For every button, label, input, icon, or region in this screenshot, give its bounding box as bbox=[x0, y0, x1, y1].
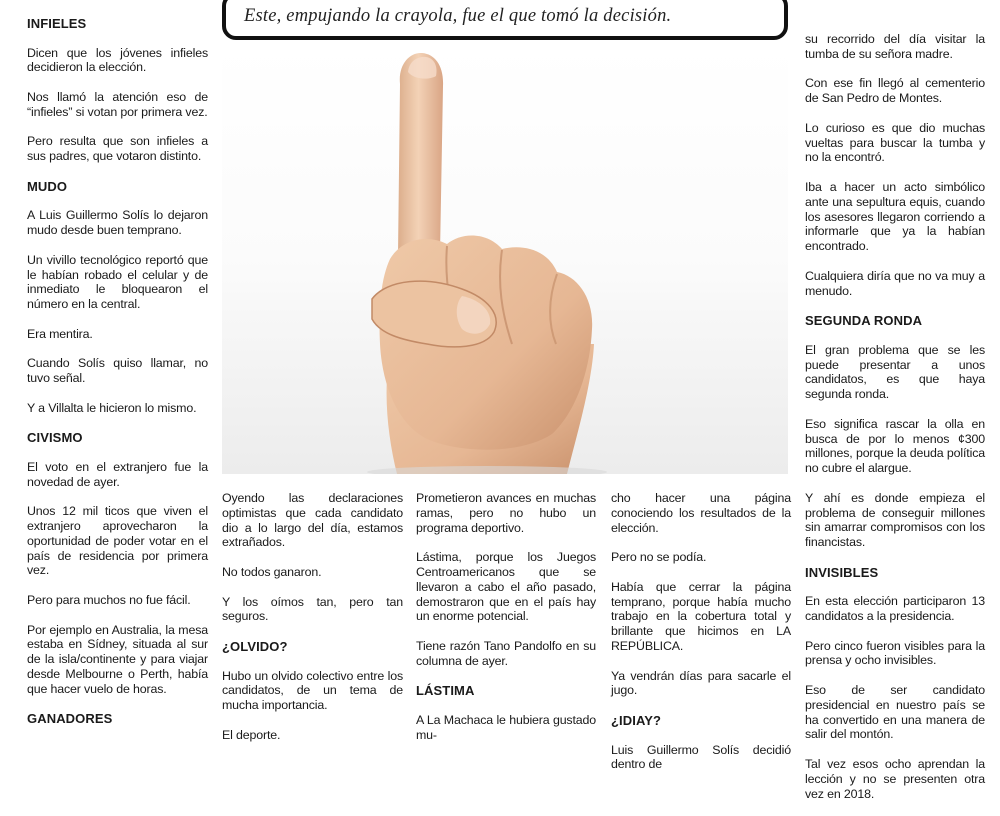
heading-segunda-ronda: SEGUNDA RONDA bbox=[805, 313, 923, 329]
paragraph: No todos ganaron. bbox=[222, 564, 322, 579]
paragraph: Prometieron avances en muchas ramas, pero no hubo un programa deportivo. bbox=[416, 491, 596, 535]
column-5 bbox=[805, 0, 985, 816]
paragraph: Y a Villalta le hicieron lo mismo. bbox=[27, 400, 197, 415]
paragraph: Oyendo las declaraciones optimistas que cada candidato dio a lo largo del día, estamos extrañados. bbox=[222, 491, 403, 550]
paragraph: su recorrido del día visitar la tumba de su señora madre. bbox=[805, 32, 985, 61]
paragraph: Pero cinco fueron visibles para la prensa y ocho invisibles. bbox=[805, 638, 985, 668]
caption-box bbox=[222, 0, 788, 40]
paragraph: A La Machaca le hubiera gustado mu- bbox=[416, 712, 596, 742]
paragraph: Tal vez esos ocho aprendan la lección y no se presenten otra vez en 2018. bbox=[805, 757, 985, 801]
paragraph: Pero resulta que son infieles a sus padres, que votaron distinto. bbox=[27, 134, 208, 164]
heading-ganadores: GANADORES bbox=[27, 711, 113, 727]
paragraph: Eso de ser candidato presidencial en nuestro país se ha convertido en una manera de salir del montón. bbox=[805, 683, 985, 742]
paragraph: Eso significa rascar la olla en busca de por lo menos ¢300 millones, porque la deuda política no cubre el alargue. bbox=[805, 416, 985, 476]
paragraph: Cuando Solís quiso llamar, no tuvo señal. bbox=[27, 356, 208, 386]
paragraph: El voto en el extranjero fue la novedad de ayer. bbox=[27, 459, 208, 489]
paragraph: Lo curioso es que dio muchas vueltas para buscar la tumba y no la encontró. bbox=[805, 120, 985, 165]
paragraph: Unos 12 mil ticos que viven el extranjero aprovecharon la oportunidad de poder votar en el país de residencia por primera vez. bbox=[27, 504, 208, 578]
heading-idiay: ¿IDIAY? bbox=[611, 712, 662, 728]
column-3 bbox=[416, 491, 596, 757]
paragraph: Un vivillo tecnológico reportó que le habían robado el celular y de inmediato le bloquearon el número en la central. bbox=[27, 252, 208, 312]
paragraph: Nos llamó la atención eso de “infieles” si votan por primera vez. bbox=[27, 89, 208, 119]
paragraph: Luis Guillermo Solís decidió dentro de bbox=[611, 742, 791, 772]
paragraph: A Luis Guillermo Solís lo dejaron mudo desde buen temprano. bbox=[27, 208, 208, 238]
paragraph: Había que cerrar la página temprano, porque había mucho trabajo en la cobertura total y brillante que hicimos en LA REPÚBLICA. bbox=[611, 579, 791, 653]
paragraph: Por ejemplo en Australia, la mesa estaba en Sídney, situada al sur de la isla/continente y para viajar desde Melbourne o Perth, había que hacer vuelo de horas. bbox=[27, 622, 208, 696]
column-4 bbox=[611, 491, 791, 787]
photo-raised-finger bbox=[222, 44, 788, 474]
paragraph: Hubo un olvido colectivo entre los candidatos, de un tema de mucha importancia. bbox=[222, 668, 403, 713]
paragraph: Tiene razón Tano Pandolfo en su columna de ayer. bbox=[416, 638, 596, 668]
paragraph: Pero no se podía. bbox=[611, 550, 707, 565]
paragraph: Con ese fin llegó al cementerio de San Pedro de Montes. bbox=[805, 76, 985, 106]
heading-lastima: LÁSTIMA bbox=[416, 683, 475, 699]
paragraph: El gran problema que se les puede presentar a unos candidatos, es que haya segunda ronda. bbox=[805, 342, 985, 402]
paragraph: Era mentira. bbox=[27, 326, 93, 341]
paragraph: cho hacer una página conociendo los resultados de la elección. bbox=[611, 491, 791, 535]
column-1 bbox=[27, 0, 208, 741]
raised-index-finger-icon bbox=[222, 44, 788, 474]
heading-olvido: ¿OLVIDO? bbox=[222, 638, 288, 654]
paragraph: Pero para muchos no fue fácil. bbox=[27, 593, 191, 608]
paragraph: Y los oímos tan, pero tan seguros. bbox=[222, 594, 403, 624]
paragraph: Ya vendrán días para sacarle el jugo. bbox=[611, 668, 791, 698]
paragraph: Y ahí es donde empieza el problema de conseguir millones sin amarrar compromisos con los financistas. bbox=[805, 490, 985, 550]
heading-civismo: CIVISMO bbox=[27, 430, 83, 446]
paragraph: Iba a hacer un acto simbólico ante una sepultura equis, cuando los asesores llegaron corriendo a informarle que ya la habían encontrado. bbox=[805, 179, 985, 254]
paragraph: En esta elección participaron 13 candidatos a la presidencia. bbox=[805, 594, 985, 624]
heading-invisibles: INVISIBLES bbox=[805, 564, 879, 580]
paragraph: Cualquiera diría que no va muy a menudo. bbox=[805, 268, 985, 298]
heading-infieles: INFIELES bbox=[27, 16, 87, 31]
paragraph: El deporte. bbox=[222, 727, 281, 742]
heading-mudo: MUDO bbox=[27, 178, 68, 194]
paragraph: Lástima, porque los Juegos Centroamericanos que se llevaron a cabo el año pasado, demostraron que en el país hay un enorme potencial. bbox=[416, 550, 596, 624]
paragraph: Dicen que los jóvenes infieles decidieron la elección. bbox=[27, 45, 208, 75]
column-2 bbox=[222, 491, 403, 757]
photo-caption: Este, empujando la crayola, fue el que tomó la decisión. bbox=[244, 6, 672, 26]
